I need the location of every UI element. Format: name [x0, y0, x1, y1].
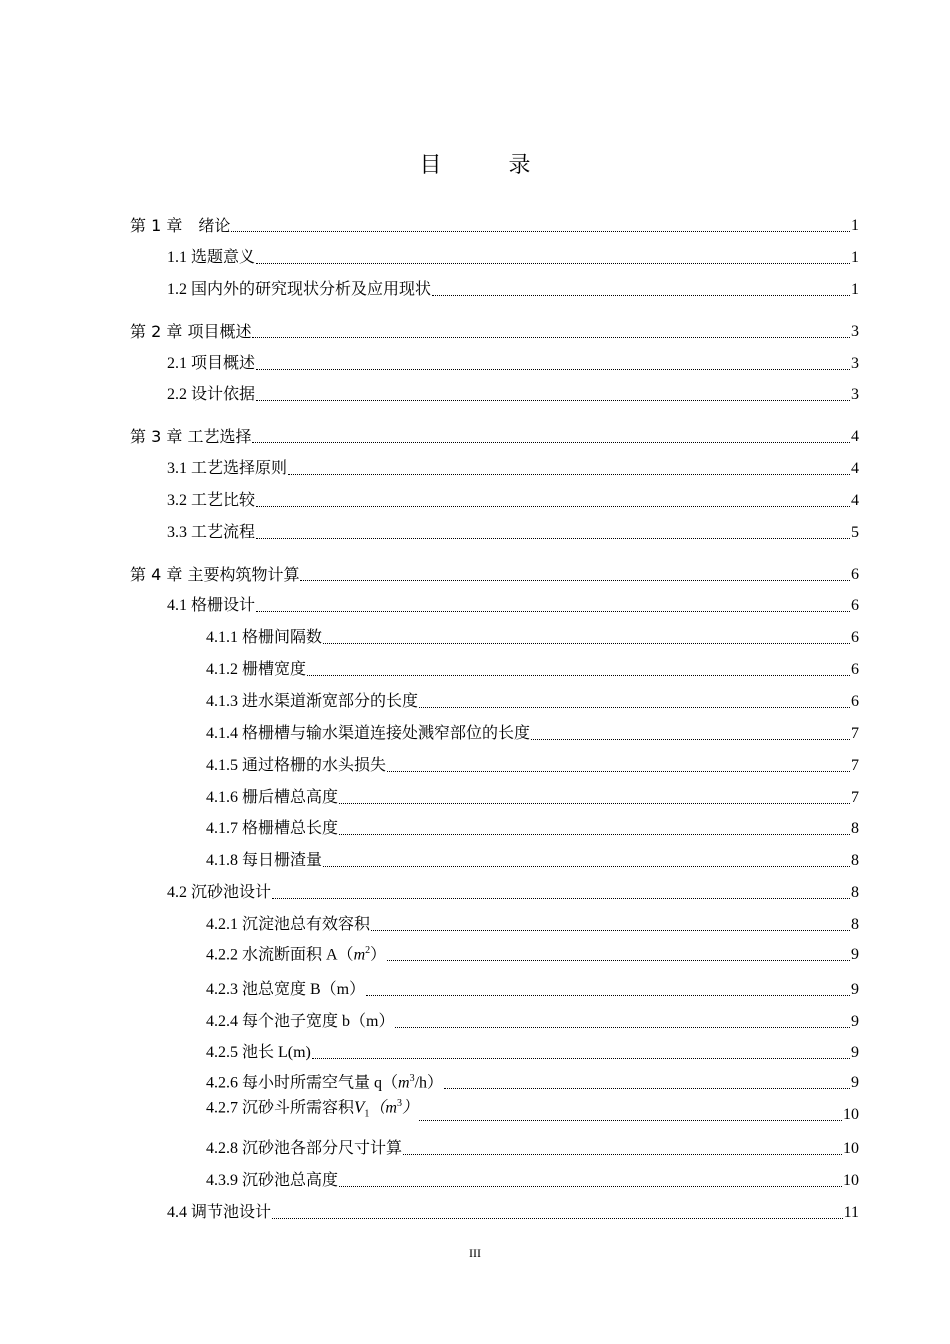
toc-page-number: 4 [851, 428, 859, 445]
toc-subsection-4-1-6[interactable] [206, 784, 859, 808]
toc-label: 4.2.8 沉砂池各部分尺寸计算 [206, 1140, 403, 1157]
math-variable: m [353, 946, 366, 963]
leader-dots [256, 262, 850, 264]
leader-dots [387, 959, 850, 961]
toc-page-number: 8 [851, 884, 859, 901]
toc-page-number: 7 [851, 789, 859, 806]
subscript: 1 [364, 1109, 370, 1120]
toc-section-4-1[interactable] [167, 592, 859, 616]
toc-label: 4.2.3 池总宽度 B（m） [206, 981, 366, 998]
leader-dots [312, 1057, 850, 1059]
toc-label: 第 3 章 工艺选择 [130, 427, 252, 446]
toc-label: 4.2.4 每个池子宽度 b（m） [206, 1013, 395, 1030]
toc-section-3-1[interactable] [167, 455, 859, 479]
leader-dots [339, 833, 850, 835]
label-text: 4.2.7 沉砂斗所需容积 [206, 1099, 355, 1117]
toc-subsection-4-2-7[interactable] [206, 1097, 859, 1125]
leader-dots [403, 1153, 842, 1155]
toc-label: 4.2.5 池长 L(m) [206, 1044, 311, 1061]
toc-subsection-4-2-1[interactable] [206, 911, 859, 935]
toc-subsection-4-1-5[interactable] [206, 752, 859, 776]
leader-dots [339, 802, 850, 804]
leader-dots [256, 368, 850, 370]
label-text: （ [369, 1099, 386, 1117]
toc-section-3-3[interactable] [167, 519, 859, 543]
toc-label: 第 1 章 绪论 [130, 216, 231, 235]
toc-label: 4.1.4 格栅槽与输水渠道连接处溅窄部位的长度 [206, 725, 531, 742]
toc-page-number: 8 [851, 820, 859, 837]
toc-page-number: 1 [851, 281, 859, 298]
toc-section-4-2[interactable] [167, 879, 859, 903]
toc-label: 4.1.6 栅后槽总高度 [206, 789, 339, 806]
toc-label: 3.2 工艺比较 [167, 492, 256, 509]
toc-page-number: 9 [851, 981, 859, 998]
toc-page-number: 1 [851, 217, 859, 234]
toc-section-2-1[interactable] [167, 350, 859, 374]
leader-dots [256, 399, 850, 401]
toc-page-number: 7 [851, 757, 859, 774]
leader-dots [419, 706, 850, 708]
toc-page-number: 3 [851, 323, 859, 340]
toc-page-number: 7 [851, 725, 859, 742]
toc-label: 第 4 章 主要构筑物计算 [130, 565, 300, 584]
toc-subsection-4-1-2[interactable] [206, 656, 859, 680]
leader-dots [300, 579, 850, 581]
toc-page-number: 10 [843, 1140, 859, 1157]
toc-section-4-4[interactable] [167, 1199, 859, 1223]
toc-label: 4.1.3 进水渠道渐宽部分的长度 [206, 693, 419, 710]
toc-subsection-4-2-3[interactable] [206, 976, 859, 1000]
toc-label: 4.4 调节池设计 [167, 1204, 272, 1221]
label-text: /h） [414, 1074, 444, 1091]
leader-dots [252, 336, 850, 338]
toc-label: 4.1 格栅设计 [167, 597, 256, 614]
toc-page-number: 8 [851, 852, 859, 869]
toc-page-number: 11 [843, 1204, 859, 1221]
superscript: 3 [409, 1072, 415, 1084]
label-text: ） [401, 1099, 418, 1117]
leader-dots [419, 1119, 842, 1121]
toc-subsection-4-1-8[interactable] [206, 847, 859, 871]
toc-page-number: 9 [851, 1044, 859, 1061]
superscript: 2 [365, 944, 371, 956]
toc-label [206, 1094, 418, 1125]
leader-dots [323, 865, 850, 867]
toc-label: 2.1 项目概述 [167, 355, 256, 372]
toc-label: 4.2.1 沉淀池总有效容积 [206, 916, 371, 933]
leader-dots [444, 1087, 850, 1089]
toc-subsection-4-3-9[interactable] [206, 1167, 859, 1191]
toc-page-number: 1 [851, 249, 859, 266]
leader-dots [371, 929, 850, 931]
toc-page-number: 9 [851, 1074, 859, 1091]
toc-section-2-2[interactable] [167, 381, 859, 405]
math-variable: m [385, 1099, 397, 1117]
toc-label: 1.2 国内外的研究现状分析及应用现状 [167, 281, 432, 298]
toc-subsection-4-1-4[interactable] [206, 720, 859, 744]
toc-label: 2.2 设计依据 [167, 386, 256, 403]
toc-subsection-4-1-7[interactable] [206, 815, 859, 839]
page-footer-number: III [469, 1246, 481, 1260]
toc-subsection-4-2-2[interactable] [206, 941, 859, 965]
toc-page-number: 6 [851, 597, 859, 614]
leader-dots [272, 897, 850, 899]
toc-section-1-1[interactable] [167, 244, 859, 268]
toc-page-number: 10 [843, 1172, 859, 1189]
toc-page-number: 6 [851, 661, 859, 678]
toc-page-number: 8 [851, 916, 859, 933]
toc-label [206, 1069, 443, 1093]
toc-subsection-4-2-5[interactable] [206, 1039, 859, 1063]
toc-label: 1.1 选题意义 [167, 249, 256, 266]
toc-chapter-1[interactable] [130, 212, 859, 236]
leader-dots [288, 473, 850, 475]
toc-label [206, 941, 386, 965]
toc-label: 4.1.5 通过格栅的水头损失 [206, 757, 387, 774]
superscript: 3 [396, 1098, 402, 1110]
toc-label: 4.1.1 格栅间隔数 [206, 629, 323, 646]
toc-page-number: 6 [851, 566, 859, 583]
toc-label: 4.2 沉砂池设计 [167, 884, 272, 901]
toc-label: 3.3 工艺流程 [167, 524, 256, 541]
leader-dots [231, 230, 850, 232]
label-text: 4.2.2 水流断面积 A（ [206, 946, 354, 963]
toc-page-number: 4 [851, 460, 859, 477]
toc-label: 第 2 章 项目概述 [130, 322, 252, 341]
leader-dots [272, 1217, 843, 1219]
page-title: 目 录 [419, 153, 561, 178]
label-text: 4.2.6 每小时所需空气量 q（ [206, 1074, 399, 1091]
toc-page-number: 3 [851, 386, 859, 403]
leader-dots [531, 738, 850, 740]
label-text: ） [370, 946, 387, 963]
leader-dots [323, 642, 850, 644]
toc-label: 4.1.7 格栅槽总长度 [206, 820, 339, 837]
toc-section-1-2[interactable] [167, 276, 859, 300]
leader-dots [252, 441, 850, 443]
toc-subsection-4-1-3[interactable] [206, 688, 859, 712]
toc-page-number: 9 [851, 946, 859, 963]
toc-subsection-4-1-1[interactable] [206, 624, 859, 648]
toc-page-number: 6 [851, 629, 859, 646]
leader-dots [256, 505, 850, 507]
leader-dots [366, 994, 850, 996]
toc-chapter-2[interactable] [130, 318, 859, 342]
toc-label: 4.3.9 沉砂池总高度 [206, 1172, 339, 1189]
toc-label: 4.1.8 每日栅渣量 [206, 852, 323, 869]
leader-dots [395, 1026, 850, 1028]
toc-page-number: 3 [851, 355, 859, 372]
leader-dots [387, 770, 850, 772]
toc-label: 3.1 工艺选择原则 [167, 460, 288, 477]
toc-page-number: 5 [851, 524, 859, 541]
toc-page-number: 4 [851, 492, 859, 509]
toc-label: 4.1.2 栅槽宽度 [206, 661, 307, 678]
leader-dots [256, 537, 850, 539]
toc-chapter-3[interactable] [130, 423, 859, 447]
toc-page-number: 6 [851, 693, 859, 710]
toc-section-3-2[interactable] [167, 487, 859, 511]
toc-subsection-4-2-8[interactable] [206, 1135, 859, 1159]
leader-dots [432, 294, 850, 296]
toc-subsection-4-2-4[interactable] [206, 1008, 859, 1032]
leader-dots [256, 610, 850, 612]
math-variable: m [398, 1074, 410, 1091]
math-variable: V [354, 1097, 365, 1117]
toc-page-number: 9 [851, 1013, 859, 1030]
toc-chapter-4[interactable] [130, 561, 859, 585]
toc-page-number: 10 [843, 1106, 859, 1123]
toc-subsection-4-2-6[interactable] [206, 1069, 859, 1093]
leader-dots [339, 1185, 842, 1187]
leader-dots [307, 674, 850, 676]
